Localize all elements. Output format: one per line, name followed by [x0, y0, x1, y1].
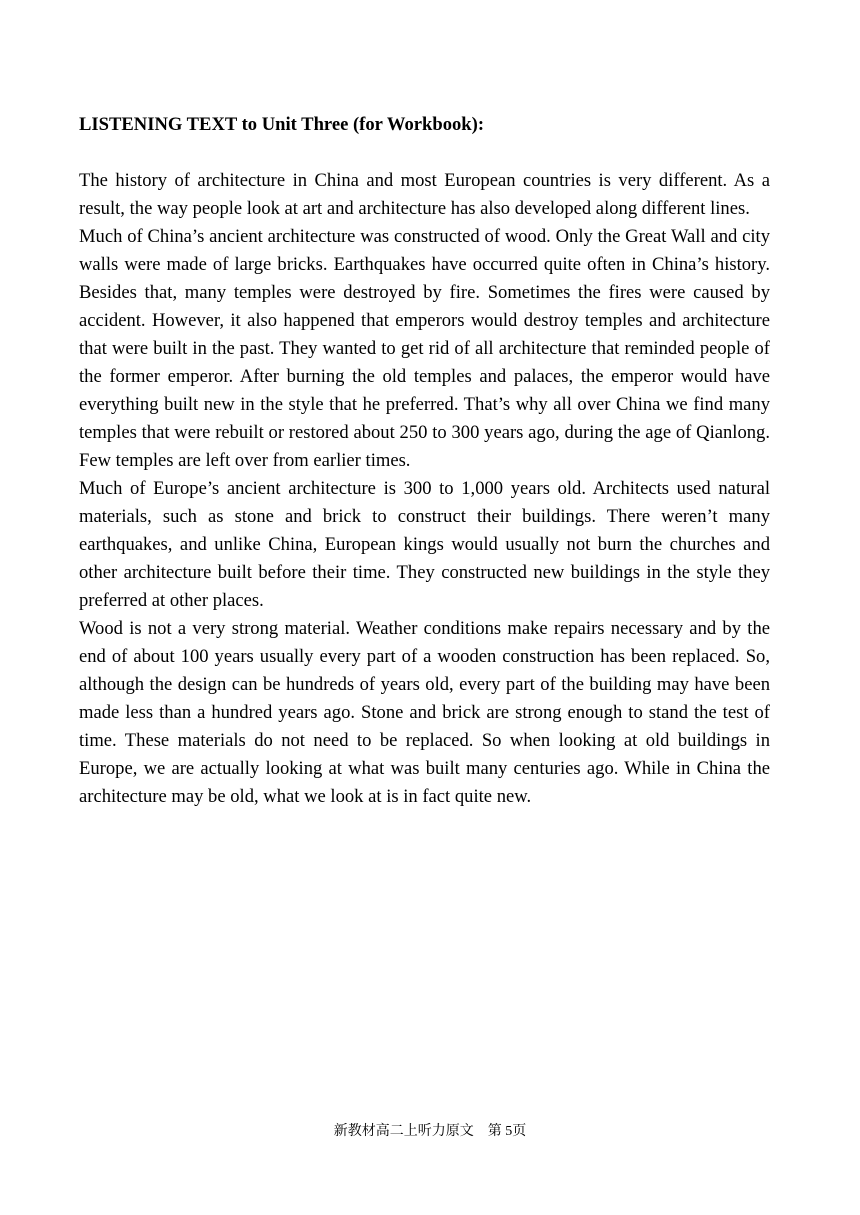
- paragraph: The history of architecture in China and most European countries is very different. As a result, the way people look at art and architecture has also developed along different lines.: [79, 170, 770, 219]
- paragraph: Much of Europe’s ancient architecture is 300 to 1,000 years old. Architects used natural materials, such as stone and brick to construct their buildings. There weren’t many earthquakes, and unlike China, European kings would usually not burn the churches and other architecture built before their time. They constructed new buildings in the style they preferred at other places.: [79, 478, 770, 611]
- body-text: [79, 167, 770, 811]
- paragraph: Wood is not a very strong material. Weather conditions make repairs necessary and by the end of about 100 years usually every part of a wooden construction has been replaced. So, although the design can be hundreds of years old, every part of the building may have been made less than a hundred years ago. Stone and brick are strong enough to stand the test of time. These materials do not need to be replaced. So when looking at old buildings in Europe, we are actually looking at what was built many centuries ago. While in China the architecture may be old, what we look at is in fact quite new.: [79, 618, 770, 807]
- page-title: LISTENING TEXT to Unit Three (for Workbook):: [79, 114, 485, 135]
- footer-page-number: 第 5页: [487, 1124, 527, 1139]
- page-footer: [0, 1122, 860, 1142]
- paragraph: Much of China’s ancient architecture was constructed of wood. Only the Great Wall and city walls were made of large bricks. Earthquakes have occurred quite often in China’s history. Besides that, many temples were destroyed by fire. Sometimes the fires were caused by accident. However, it also happened that emperors would destroy temples and architecture that were built in the past. They wanted to get rid of all architecture that reminded people of the former emperor. After burning the old temples and palaces, the emperor would have everything built new in the style that he preferred. That’s why all over China we find many temples that were rebuilt or restored about 250 to 300 years ago, during the age of Qianlong. Few temples are left over from earlier times.: [79, 226, 770, 471]
- footer-book-title: 新教材高二上听力原文: [333, 1124, 474, 1139]
